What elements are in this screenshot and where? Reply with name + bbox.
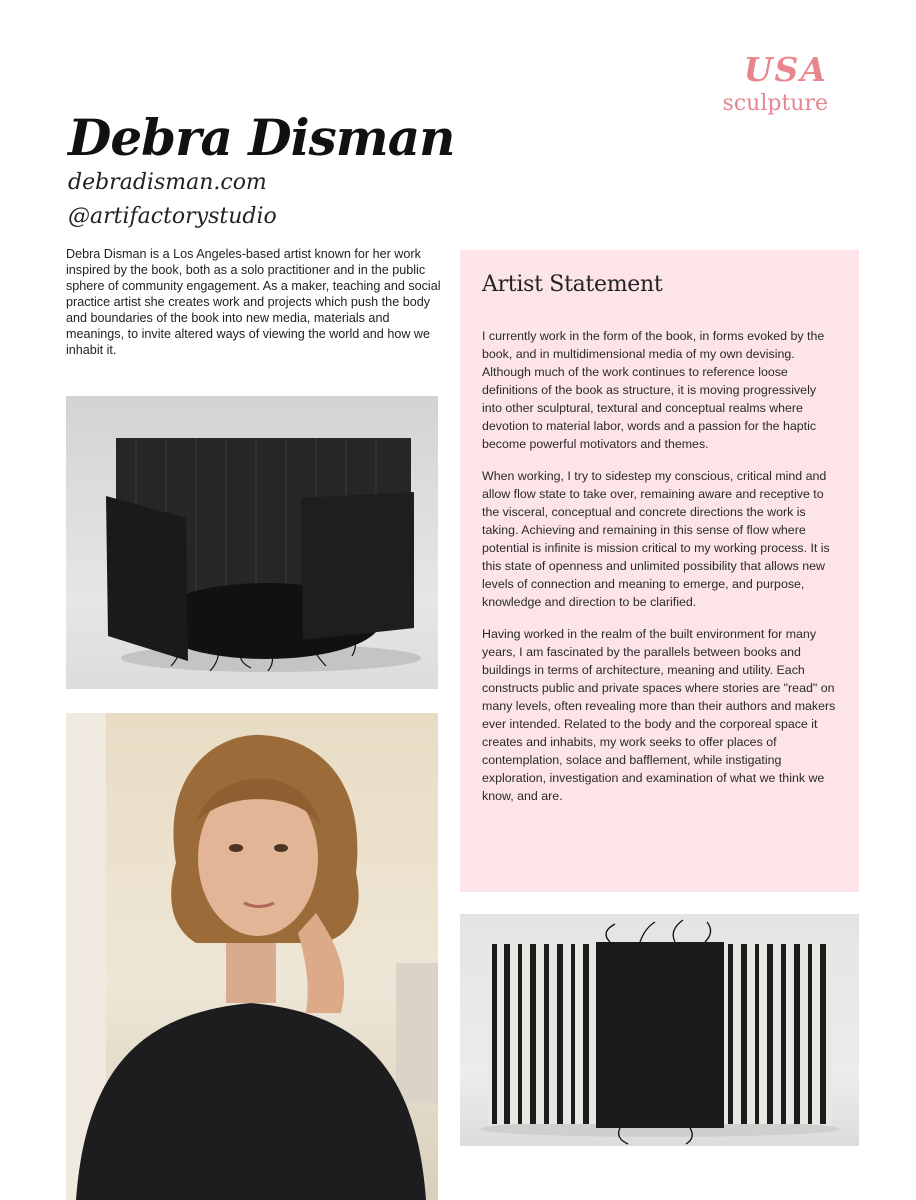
sculpture-photo-striped-triptych — [460, 914, 859, 1146]
statement-paragraph-1: I currently work in the form of the book, in forms evoked by the book, and in multidimensional media of my own devising. Although much of the work continues to reference loose definitions of the book as structure, it is moving progressively into other sculptural, textural and conceptual realms where devotion to material labor, words and a passion for the haptic become powerful motivators and themes. — [482, 329, 825, 451]
country-label: USA — [743, 50, 828, 89]
statement-title: Artist Statement — [482, 272, 663, 297]
artist-name: Debra Disman — [68, 108, 455, 167]
artist-portrait-photo — [66, 713, 438, 1200]
statement-paragraph-2: When working, I try to sidestep my conscious, critical mind and allow flow state to take over, remaining aware and receptive to the visceral, conceptual and concrete directions the work is taking. Achieving and remaining in this sense of flow where potential is infinite is mission critical to my working process. It is this state of openness and unlimited possibility that allows new levels of connection and meaning to emerge, and purpose, knowledge and direction to be clarified. — [482, 469, 830, 609]
medium-label: sculpture — [722, 91, 828, 117]
statement-paragraph-3: Having worked in the realm of the built environment for many years, I am fascinated by the parallels between books and buildings in terms of architecture, meaning and utility. Each constructs public and private spaces where stories are "read" on many levels, often revealing more than their authors and makers ever intended. Related to the body and the corporeal space it creates and inhabits, my work seeks to offer places of contemplation, solace and bafflement, while instigating exploration, investigation and examination of what we think we know, and are. — [482, 627, 836, 803]
artist-bio: Debra Disman is a Los Angeles-based artist known for her work inspired by the book, both as a solo practitioner and in the public sphere of community engagement. As a maker, teaching and social practice artist she creates work and projects which push the body and boundaries of the book into new media, materials and meanings, to invite altered ways of viewing the world and how we inhabit it. — [66, 247, 441, 357]
instagram-handle[interactable]: @artifactorystudio — [68, 204, 277, 229]
artist-statement-panel — [460, 250, 859, 892]
category-tag — [708, 52, 828, 119]
website-link[interactable]: debradisman.com — [68, 170, 267, 195]
sculpture-photo-open-book — [66, 396, 438, 689]
